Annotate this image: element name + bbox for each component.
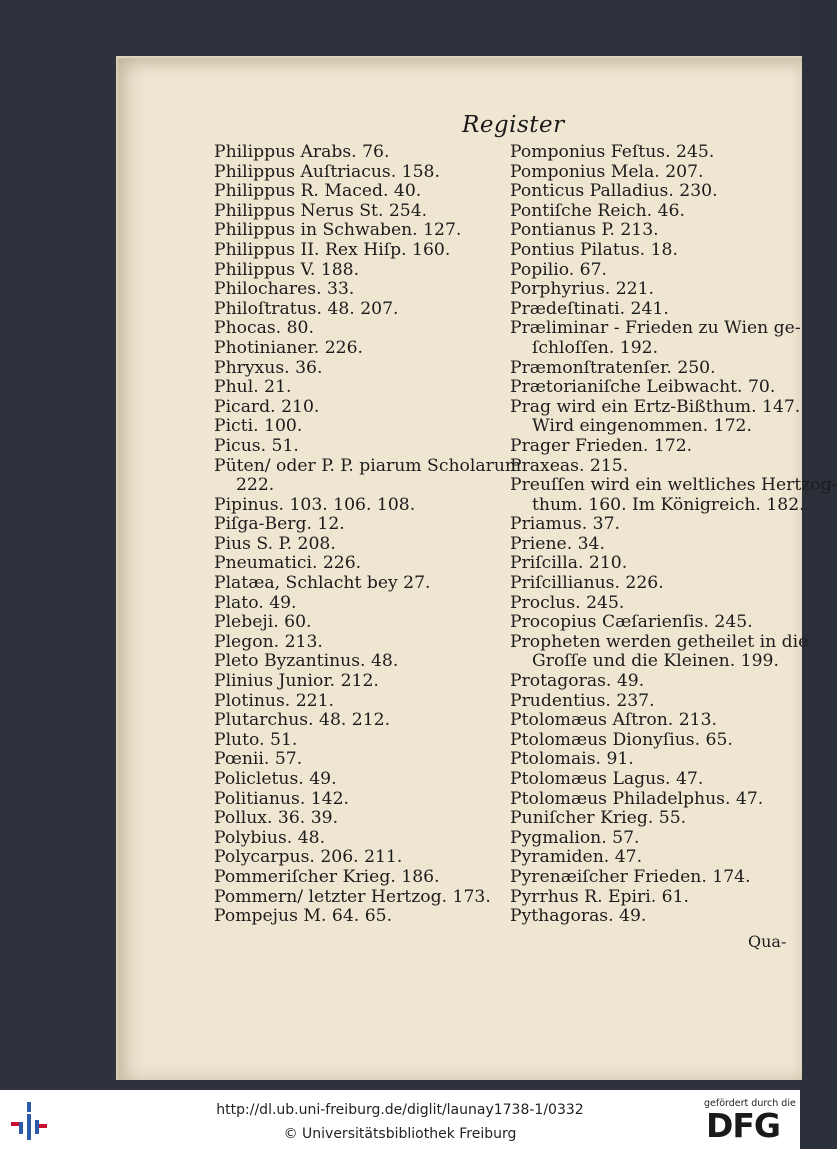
register-entry: Pyramiden. 47. [510, 847, 643, 868]
register-entry: Picti. 100. [214, 416, 303, 437]
register-entry: Pontianus P. 213. [510, 220, 659, 241]
register-entry: Philippus Auſtriacus. 158. [214, 161, 440, 182]
register-entry: Politianus. 142. [214, 788, 350, 809]
register-entry: Picus. 51. [214, 435, 299, 456]
register-entry: Praxeas. 215. [510, 455, 629, 476]
dfg-logo[interactable]: DFG [706, 1106, 781, 1145]
register-entry: Preuſſen wird ein weltliches Hertzog- [510, 475, 837, 496]
register-entry: Priſcillianus. 226. [510, 573, 664, 594]
register-entry: Propheten werden getheilet in die [510, 631, 809, 652]
register-entry: Pontiſche Reich. 46. [510, 200, 685, 221]
register-entry: Philippus in Schwaben. 127. [214, 220, 462, 241]
register-entry: 222. [236, 475, 275, 496]
footer-url-link[interactable]: http://dl.ub.uni-freiburg.de/diglit/launay1738-1/0332 [216, 1102, 584, 1118]
register-right-column [510, 142, 837, 927]
register-entry: Plinius Junior. 212. [214, 671, 379, 692]
register-entry: Wird eingenommen. 172. [532, 416, 752, 437]
catchword: Qua- [748, 932, 787, 951]
register-entry: Prædeſtinati. 241. [510, 298, 669, 319]
register-entry: Platæa, Schlacht bey 27. [214, 573, 431, 594]
register-entry: Pipinus. 103. 106. 108. [214, 494, 416, 515]
register-entry: Pompejus M. 64. 65. [214, 906, 393, 927]
register-entry: Proclus. 245. [510, 592, 625, 613]
register-entry: Priſcilla. 210. [510, 553, 628, 574]
register-entry: Philippus V. 188. [214, 259, 360, 280]
register-entry: Plebeji. 60. [214, 612, 312, 633]
register-entry: Piſga-Berg. 12. [214, 514, 345, 535]
register-entry: Philochares. 33. [214, 279, 355, 300]
register-entry: Polycarpus. 206. 211. [214, 847, 403, 868]
register-entry: Pollux. 36. 39. [214, 808, 339, 829]
register-entry: Philoſtratus. 48. 207. [214, 298, 399, 319]
register-entry: Polybius. 48. [214, 827, 326, 848]
register-entry: Philippus Arabs. 76. [214, 142, 390, 162]
register-left-column [214, 142, 522, 927]
register-entry: Philippus R. Maced. 40. [214, 181, 422, 202]
register-entry: Groſſe und die Kleinen. 199. [532, 651, 779, 672]
register-entry: Ptolomæus Aſtron. 213. [510, 710, 717, 731]
register-entry: Pommeriſcher Krieg. 186. [214, 866, 440, 887]
register-entry: Plutarchus. 48. 212. [214, 710, 391, 731]
register-entry: Prætorianiſche Leibwacht. 70. [510, 377, 776, 398]
register-entry: Phryxus. 36. [214, 357, 323, 378]
register-entry: Phul. 21. [214, 377, 292, 398]
page-title: Register [462, 112, 565, 138]
register-entry: Præmonſtratenſer. 250. [510, 357, 716, 378]
register-entry: Pygmalion. 57. [510, 827, 640, 848]
footer-copyright: © Universitätsbibliothek Freiburg [283, 1126, 517, 1142]
register-entry: Pyrenæiſcher Frieden. 174. [510, 866, 751, 887]
register-entry: Plato. 49. [214, 592, 297, 613]
register-entry: ſchloſſen. 192. [532, 337, 659, 358]
register-entry: Püten/ oder P. P. piarum Scholarum [214, 455, 522, 476]
register-entry: Policletus. 49. [214, 769, 337, 789]
dfg-funding-note: gefördert durch die [704, 1098, 796, 1109]
register-entry: Pneumatici. 226. [214, 553, 362, 574]
register-entry: Popilio. 67. [510, 259, 608, 280]
register-entry: Prudentius. 237. [510, 690, 655, 711]
register-entry: Protagoras. 49. [510, 671, 645, 692]
register-entry: Philippus Nerus St. 254. [214, 200, 428, 221]
register-entry: Ptolomæus Philadelphus. 47. [510, 788, 764, 809]
register-entry: Pontius Pilatus. 18. [510, 239, 678, 260]
register-entry: Præliminar - Frieden zu Wien ge- [510, 318, 801, 339]
register-entry: Pœnii. 57. [214, 749, 303, 770]
register-entry: Prager Frieden. 172. [510, 435, 693, 456]
register-entry: Pomponius Mela. 207. [510, 161, 704, 182]
register-entry: Ptolomæus Lagus. 47. [510, 769, 704, 789]
register-entry: Pleto Byzantinus. 48. [214, 651, 399, 672]
register-entry: Porphyrius. 221. [510, 279, 655, 300]
register-entry: Philippus II. Rex Hiſp. 160. [214, 239, 451, 260]
register-entry: Ptolomæus Dionyſius. 65. [510, 729, 733, 750]
register-entry: Picard. 210. [214, 396, 320, 417]
register-entry: Plegon. 213. [214, 631, 323, 652]
register-entry: thum. 160. Im Königreich. 182. [532, 494, 805, 515]
register-entry: Pyrrhus R. Epiri. 61. [510, 886, 690, 907]
register-entry: Pius S. P. 208. [214, 533, 336, 554]
register-entry: Phocas. 80. [214, 318, 314, 339]
register-entry: Procopius Cæſarienſis. 245. [510, 612, 753, 633]
register-entry: Pommern/ letzter Hertzog. 173. [214, 886, 491, 907]
register-entry: Pythagoras. 49. [510, 906, 647, 927]
register-entry: Photinianer. 226. [214, 337, 363, 358]
register-entry: Priene. 34. [510, 533, 605, 554]
register-entry: Ponticus Palladius. 230. [510, 181, 718, 202]
register-entry: Puniſcher Krieg. 55. [510, 808, 687, 829]
register-entry: Plotinus. 221. [214, 690, 334, 711]
register-entry: Ptolomais. 91. [510, 749, 634, 770]
register-entry: Pluto. 51. [214, 729, 298, 750]
register-entry: Priamus. 37. [510, 514, 620, 535]
register-entry: Pomponius Feſtus. 245. [510, 142, 715, 162]
register-entry: Prag wird ein Ertz-Bißthum. 147. [510, 396, 801, 417]
